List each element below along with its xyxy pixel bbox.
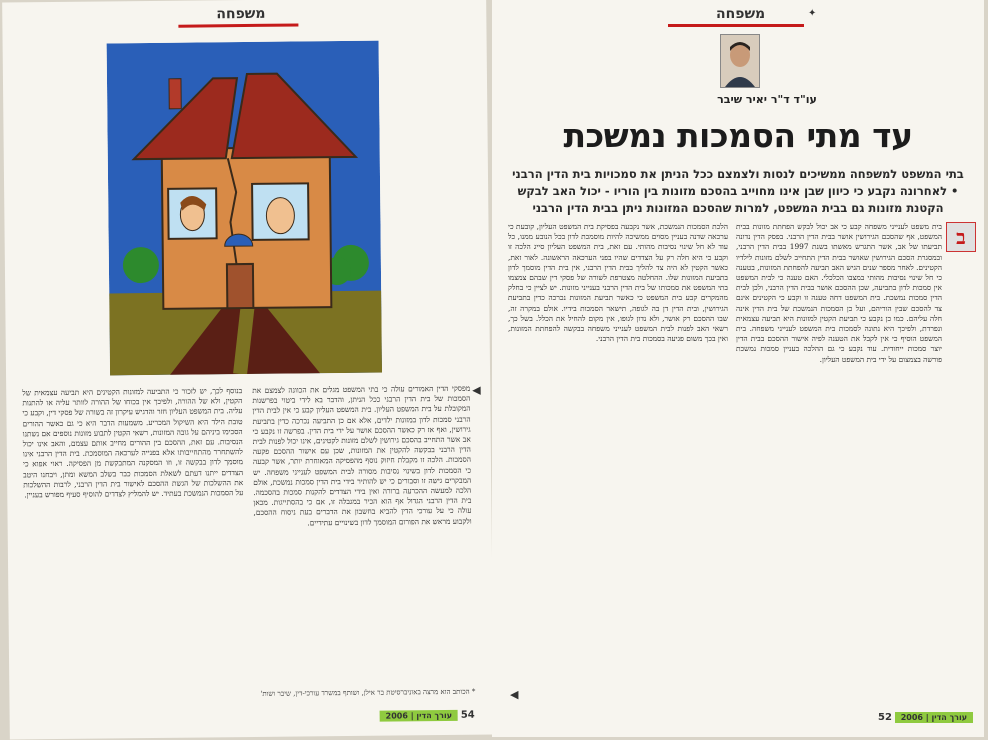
body-column-left: בנוסף לכך, יש לזכור כי התביעה למזונות הקטינים היא תביעה עצמאית של הקטין, ולא של ההורה, ולפיכך אין בכוחו של ההורה לוותר עליה או להתנות עליה. בית המשפט העליון חזר והדגיש עיקרון זה בשורה של פסקי דין, וקבע כי טובת הילד היא השיקול המכריע. משמעות הדבר היא כי גם כאשר ההורים הסכימו ביניהם על גובה המזונות, רשאי הקטין לתבוע מזונות נוספים אם נשתנו הנסיבות. עם זאת, ההסכם בין ההורים מחייב אותם עצמם, והאב אינו יכול להשתחרר מהתחייבותו אלא בפנייה לערכאה המוסמכת. בית הדין הרבני אינו מוסמך לדון בבקשה זו, וזו המסקנה המתבקשת מן הפסיקה. ראוי אפוא כי הצדדים ייתנו דעתם לשאלת הסמכות כבר בשלב המשא ומתן, ויבחנו היטב את ההשלכות של הגשת ההסכם לאישור בית הדין הרבני, לרבות ההשלכות על הסמכות הנמשכת בעתיד. יש להמליץ לצדדים להוסיף סעיף מפורש בעניין. [22, 386, 244, 500]
decor-arrow-icon: ✦ [808, 8, 817, 19]
continue-arrow-icon: ◀ [472, 383, 481, 397]
author-footnote: * הכותב הוא מרצה באוניברסיטת בר אילן, ושותף במשרד עורכי-דין, שיבר ושות' [260, 687, 476, 698]
continue-arrow-icon: ◀ [510, 688, 519, 701]
right-page [492, 0, 984, 737]
footer-label: עורך הדין | 2006 [380, 710, 458, 722]
article-headline: עד מתי הסמכות נמשכת [563, 116, 913, 155]
body-column-right: בית משפט לענייני משפחה קבע כי אב יכול לבקש הפחתת מזונות בבית המשפט, אף שהסכם הגירושין אושר בבית הדין הרבני. בפסק הדין נדונה תביעתו של אב, אשר התגרש מאשתו בשנת 1997 בבית הדין הרבני, ובמסגרת הסכם הגירושין שאושר בבית הדין התחייב לשלם מזונות לילדיו הקטינים. לאחר מספר שנים הגיש האב תביעה להפחתת המזונות, בטענה כי חל שינוי נסיבות מהותי במצבו הכלכלי. האם טענה כי לבית המשפט אין סמכות לדון בתביעה, שכן ההסכם אושר בבית הדין הרבני, ולכן לבית הדין סמכות נמשכת. בית המשפט דחה טענה זו וקבע כי הקטינים אינם צד להסכם שבין הוריהם, ועל כן הסמכות הנמשכת של בית הדין אינה חלה עליהם. כמו כן נקבע כי תביעת הקטין למזונות היא תביעה עצמאית ונפרדת, ולפיכך היא נתונה לסמכות בית המשפט לענייני משפחה. בית המשפט הוסיף כי אין לקבל את הטענה לפיה אישור ההסכם בבית הדין יוצר סמכות ייחודית. עוד נקבע כי גם ההלכה בעניין סמכות נמשכת פורשה בצמצום על ידי בית המשפט העליון. [736, 222, 942, 364]
section-underline [178, 23, 298, 27]
left-footer [380, 710, 475, 725]
page-number: 52 [878, 712, 892, 723]
body-column-right: מפסקי הדין האמורים עולה כי בתי המשפט מגלים את הכוונה לצמצם את הסמכות של בית הדין הרבני ככל הניתן, והדבר בא לידי ביטוי בפרשנות המקובלת על בית המשפט העליון. בית המשפט העליון קבע כי אין לבית הדין הרבני סמכות לדון במזונות ילדים, אלא אם כן התביעה נכרכה כדין בתביעת גירושין, ואף אז רק כאשר ההסכם אושר על ידי בית הדין. בפרשה זו נקבע כי אב אשר התחייב בהסכם גירושין לשלם מזונות לקטינים, אינו יכול לפנות לבית הדין הרבני בבקשה להקטין את המזונות, שכן עם אישור ההסכם פקעה הסמכות. הלכה זו מקבלת חיזוק נוסף מהפסיקה המאוחרת יותר, אשר קבעה כי הסמכות לדון בשינוי נסיבות מסורה לבית המשפט לענייני משפחה. יש המבקרים גישה זו וסבורים כי יש להותיר בידי בית הדין סמכות נמשכת, אולם הלכה למעשה ההכרעה ברורה ואין בידי הצדדים להקנות סמכות בהסכמה. בית הדין הרבני הגדול אף הוא הכיר במגבלה זו, אם כי בהסתייגות. מכאן עולה כי על עורכי הדין להביא בחשבון את הדברים בעת ניסוח ההסכם, ולקבוע מראש את הפורום המוסמך לדון בשינויים עתידיים. [252, 383, 472, 528]
article-lead: בתי המשפט למשפחה ממשיכים לנסות ולצמצם ככל הניתן את סמכויות בית הדין הרבני • לאחרונה נקבע כי כיוון שבן אינו מחוייב בהסכם מזונות בין הוריו - יכול האב לבקש הקטנת מזונות גם בבית המשפט, למרות שהסכם המזונות ניתן בבית הדין הרבני [512, 167, 964, 215]
drop-cap: ב [946, 222, 976, 252]
right-footer [878, 712, 973, 726]
footer-label: עורך הדין | 2006 [895, 712, 973, 723]
left-page [2, 0, 494, 740]
section-title: משפחה [216, 5, 266, 23]
author-name: עו"ד ד"ר יאיר שיבר [717, 93, 817, 106]
body-column-left: הלכת הסמכות הנמשכת, אשר נקבעה בפסיקת בית המשפט העליון, קובעת כי ערכאה שדנה בעניין מסוים ממשיכה להיות מוסמכת לדון בכל הנובע ממנו, כל עוד לא חל שינוי נסיבות מהותי. עם זאת, בית המשפט העליון סייג הלכה זו וקבע כי היא חלה רק על הצדדים שהיו בפני הערכאה הראשונה. לאור זאת, כאשר הקטין לא היה צד להליך בבית הדין הרבני, אין בית הדין מוסמך לדון בתביעת המזונות שלו. ההחלטה מצטרפת לשורה של פסקי דין שבהם צמצמו בתי המשפט את סמכותו של בית הדין הרבני בענייני מזונות. יש לציין כי בחלק מהמקרים קבע בית המשפט כי כאשר תביעת המזונות נכרכה כדין בתביעת הגירושין, ובית הדין דן בה לגופה, תישאר הסמכות בידיו. אולם במקרה זה, שבו ההסכם רק אושר, ולא נדון לגופו, אין מקום להחיל את הכלל. בשל כך, רשאי האב לפנות לבית המשפט לענייני משפחה בבקשה להפחתת המזונות, ואין בכך משום פגיעה בסמכות בית הדין הרבני. [508, 222, 728, 344]
section-title: משפחה [716, 6, 766, 22]
house-illustration [107, 41, 382, 376]
section-underline [668, 24, 804, 27]
page-number: 54 [460, 709, 475, 721]
author-photo [720, 34, 760, 88]
